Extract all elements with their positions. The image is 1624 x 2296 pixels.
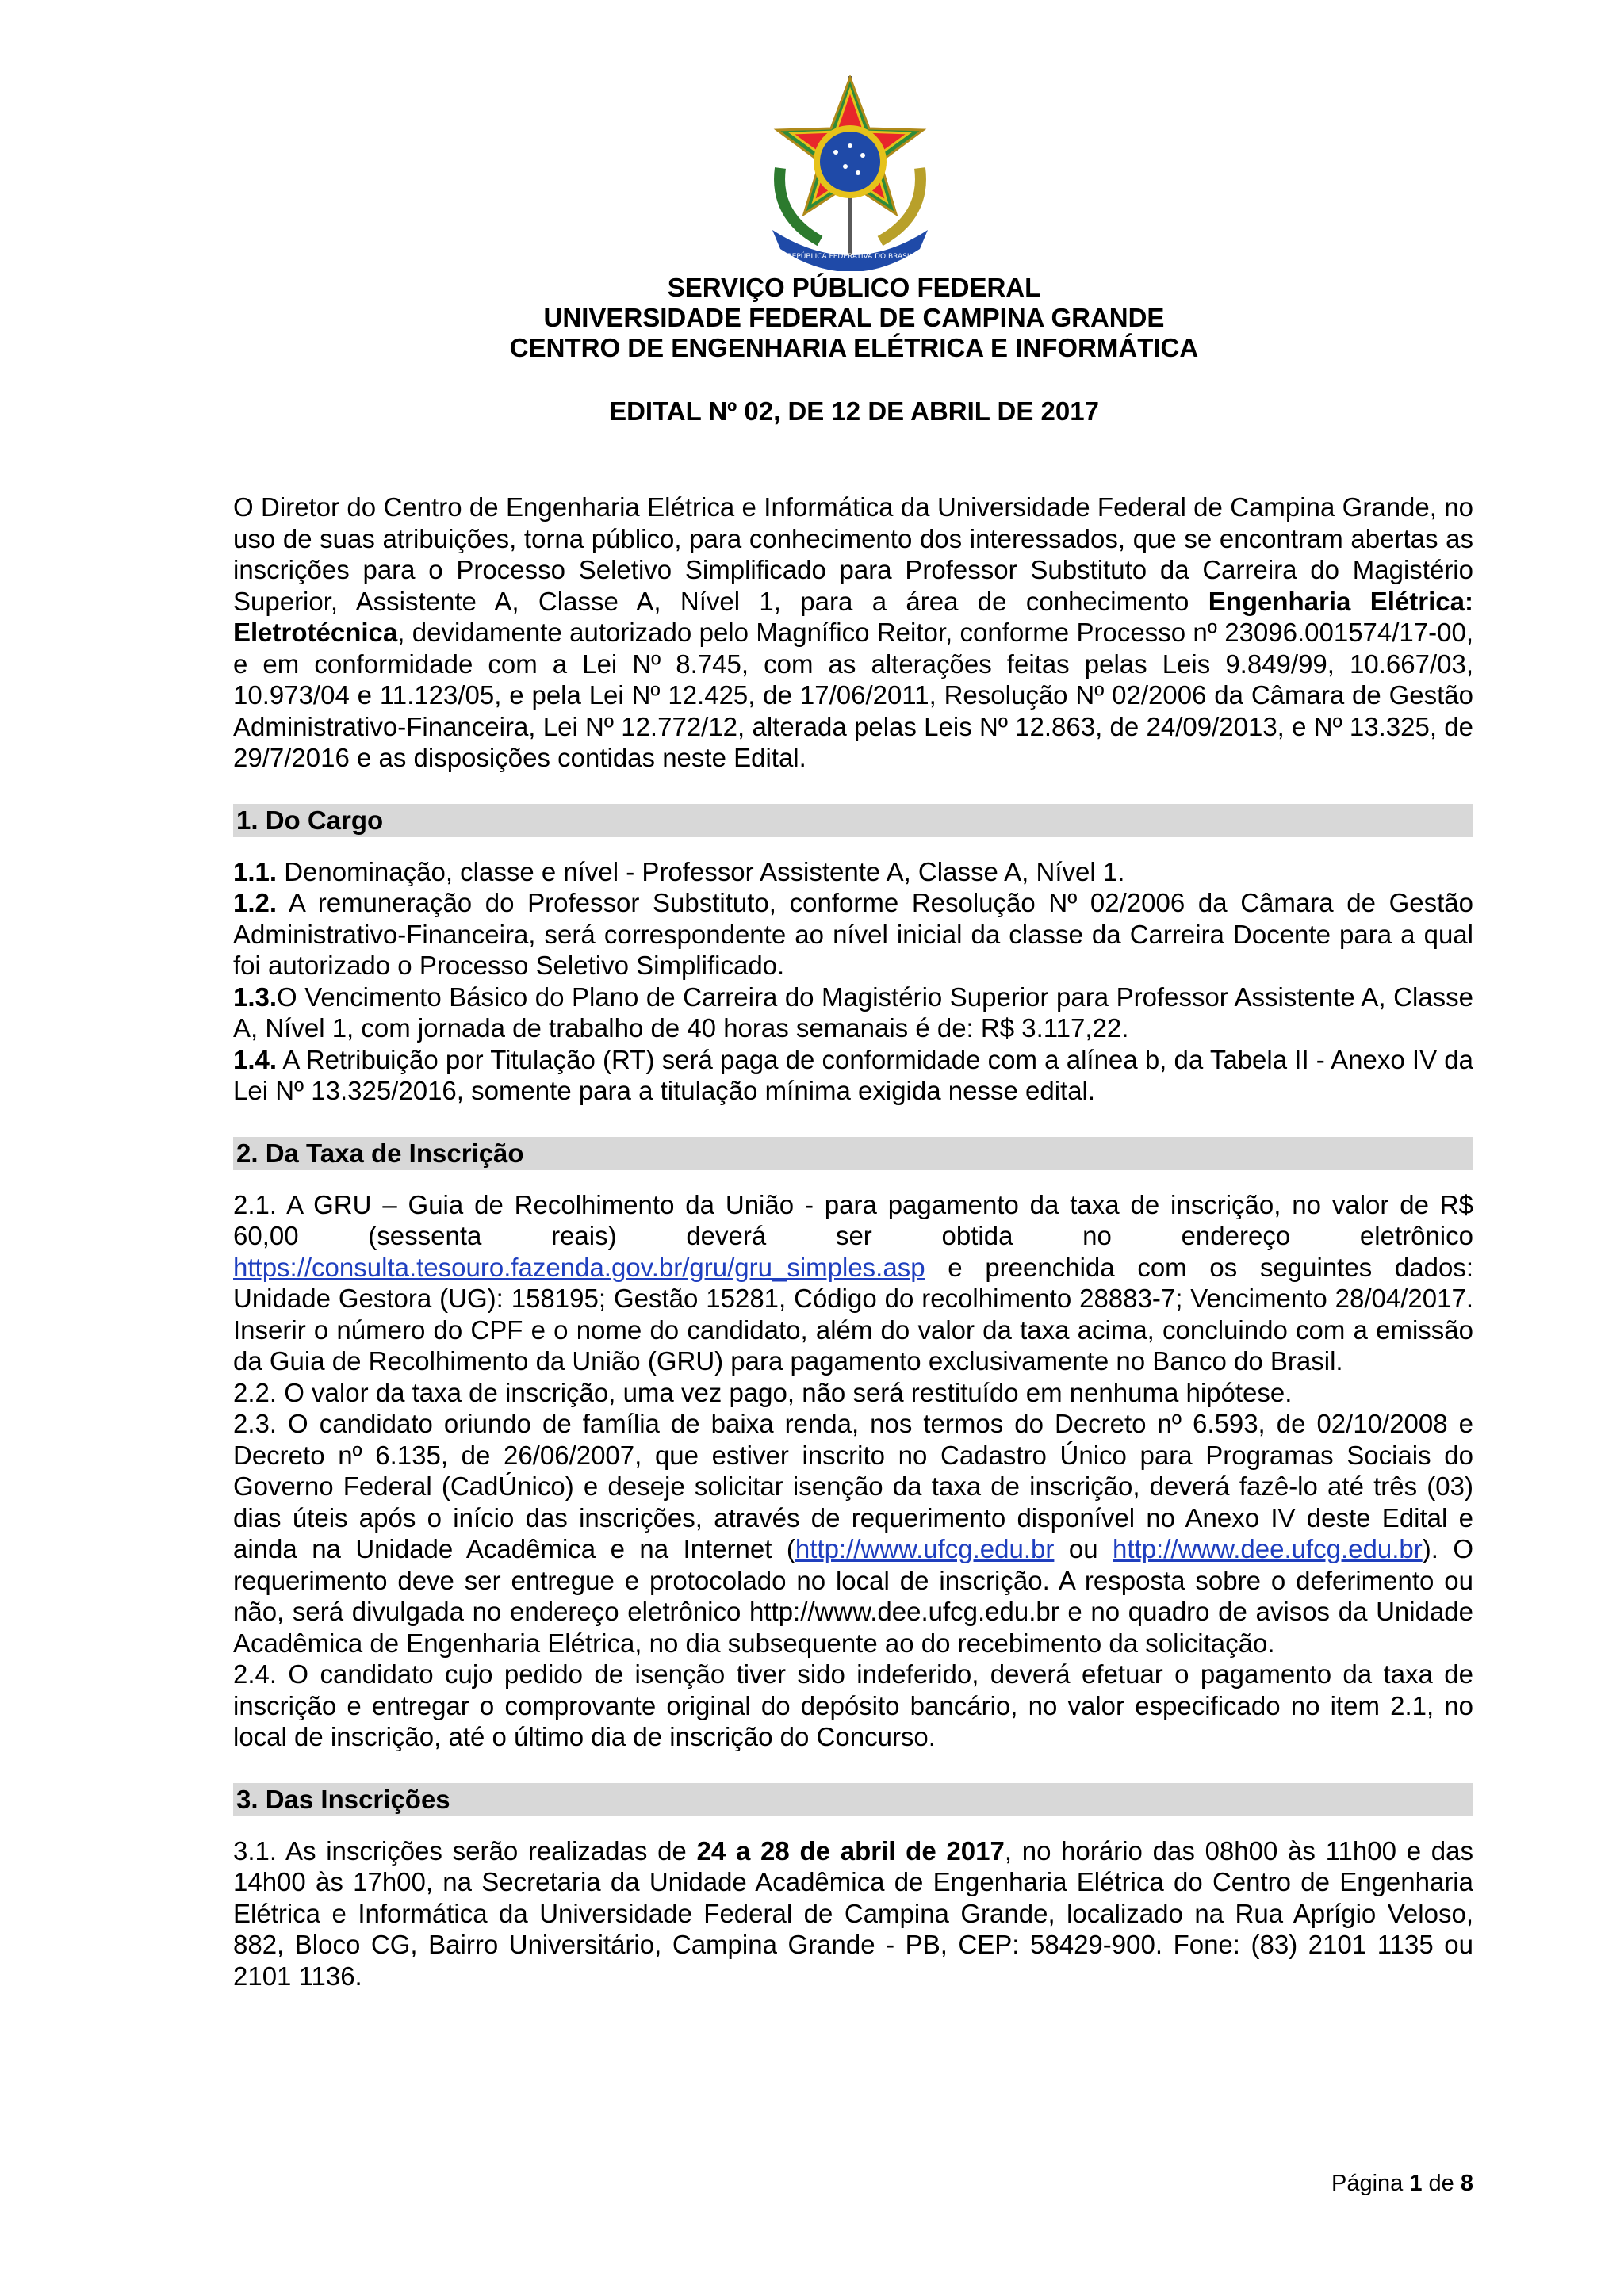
intro-paragraph [233, 492, 1473, 774]
header-line-service: SERVIÇO PÚBLICO FEDERAL [667, 273, 1041, 302]
intro-text: O Diretor do Centro de Engenharia Elétrica e Informática da Universidade Federal de Campina Grande, no uso de suas atribuições, torna público, para conhecimento dos interessados, que se encontram abertas as inscrições para o Processo Seletivo Simplificado para Professor Substituto da Carreira do Magistério Superior, Assistente A, Classe A, Nível 1, para a área de conhecimento [233, 492, 1473, 616]
registration-dates: 24 a 28 de abril de 2017 [696, 1835, 1005, 1866]
item-text: O Vencimento Básico do Plano de Carreira do Magistério Superior para Professor Assistente A, Classe A, Nível 1, com jornada de trabalho de 40 horas semanais é de: R$ 3.117,22. [233, 982, 1473, 1043]
page-label: Página [1331, 2171, 1410, 2196]
item-text-continued: e preenchida com os seguintes dados: Unidade Gestora (UG): 158195; Gestão 15281, Código do recolhimento 28883-7; Vencimento 28/04/2017. Inserir o número do CPF e o nome do candidato, além do valor da taxa acima, concluindo com a emissão da Guia de Recolhimento da União (GRU) para pagamento exclusivamente no Banco do Brasil. [233, 1252, 1473, 1376]
item-1-4 [233, 1044, 1473, 1107]
page-of: de [1422, 2171, 1461, 2196]
header-line-university: UNIVERSIDADE FEDERAL DE CAMPINA GRANDE [543, 303, 1165, 332]
ufcg-link[interactable]: http://www.ufcg.edu.br [795, 1534, 1055, 1563]
item-text: A Retribuição por Titulação (RT) será paga de conformidade com a alínea b, da Tabela II - Anexo IV da Lei Nº 13.325/2016, somente para a titulação mínima exigida nesse edital. [233, 1044, 1473, 1105]
document-body [233, 492, 1473, 1992]
item-text-continued: , no horário das 08h00 às 11h00 e das 14h00 às 17h00, na Secretaria da Unidade Acadêmica de Engenharia Elétrica do Centro de Engenharia Elétrica e Informática da Universidade Federal de Campina Grande, localizado na Rua Aprígio Veloso, 882, Bloco CG, Bairro Universitário, Campina Grande - PB, CEP: 58429-900. Fone: (83) 2101 1135 ou 2101 1136. [233, 1835, 1473, 1991]
edital-title: EDITAL Nº 02, DE 12 DE ABRIL DE 2017 [609, 396, 1099, 426]
item-number: 1.4. [233, 1044, 278, 1074]
item-number: 1.3. [233, 982, 278, 1012]
section-heading-registration: 3. Das Inscrições [233, 1783, 1473, 1816]
institution-header [233, 273, 1475, 363]
dee-link[interactable]: http://www.dee.ufcg.edu.br [1113, 1534, 1423, 1563]
item-text: 3.1. As inscrições serão realizadas de [233, 1835, 697, 1866]
item-3-1 [233, 1835, 1473, 1992]
header-line-center: CENTRO DE ENGENHARIA ELÉTRICA E INFORMÁTICA [509, 333, 1199, 362]
gru-link[interactable]: https://consulta.tesouro.fazenda.gov.br/gru/gru_simples.asp [233, 1252, 925, 1282]
total-pages: 8 [1460, 2171, 1473, 2196]
item-2-2: 2.2. O valor da taxa de inscrição, uma vez pago, não será restituído em nenhuma hipótese. [233, 1377, 1293, 1407]
item-number: 1.1. [233, 856, 278, 886]
item-text: Denominação, classe e nível - Professor Assistente A, Classe A, Nível 1. [277, 856, 1125, 886]
svg-text:REPÚBLICA FEDERATIVA DO BRASIL: REPÚBLICA FEDERATIVA DO BRASIL [787, 253, 914, 261]
intro-text-continued: , devidamente autorizado pelo Magnífico Reitor, conforme Processo nº 23096.001574/17-00, e em conformidade com a Lei Nº 8.745, com as alterações feitas pelas Leis 9.849/99, 10.667/03, 10.973/04 e 11.123/05, e pela Lei Nº 12.425, de 17/06/2011, Resolução Nº 02/2006 da Câmara de Gestão Administrativo-Financeira, Lei Nº 12.772/12, alterada pelas Leis Nº 12.863, de 24/09/2013, e Nº 13.325, de 29/7/2016 e as disposições contidas neste Edital. [233, 618, 1473, 772]
item-text: 2.3. O candidato oriundo de família de baixa renda, nos termos do Decreto nº 6.593, de 02/10/2008 e Decreto nº 6.135, de 26/06/2007, que estiver inscrito no Cadastro Único para Programas Sociais do Governo Federal (CadÚnico) e deseje solicitar isenção da taxa de inscrição, deverá fazê-lo até três (03) dias úteis após o início das inscrições, através de requerimento disponível no Anexo IV deste Edital e ainda na Unidade Acadêmica e na Internet ( [233, 1409, 1473, 1563]
section-heading-fee: 2. Da Taxa de Inscrição [233, 1137, 1473, 1170]
item-2-3 [233, 1408, 1473, 1659]
brazil-coat-of-arms [756, 73, 944, 271]
item-1-2 [233, 887, 1473, 982]
item-2-4: 2.4. O candidato cujo pedido de isenção tiver sido indeferido, deverá efetuar o pagamento da taxa de inscrição e entregar o comprovante original do depósito bancário, no valor especificado no item 2.1, no local de inscrição, até o último dia de inscrição do Concurso. [233, 1659, 1473, 1751]
item-text: A remuneração do Professor Substituto, conforme Resolução Nº 02/2006 da Câmara de Gestão Administrativo-Financeira, será correspondente ao nível inicial da classe da Carreira Docente para a qual foi autorizado o Processo Seletivo Simplificado. [233, 888, 1473, 980]
page-number [1331, 2171, 1473, 2197]
item-2-1 [233, 1189, 1473, 1377]
item-text-continued: ). O requerimento deve ser entregue e protocolado no local de inscrição. A resposta sobre o deferimento ou não, será divulgada no endereço eletrônico http://www.dee.ufcg.edu.br e no quadro de avisos da Unidade Acadêmica de Engenharia Elétrica, no dia subsequente ao do recebimento da solicitação. [233, 1534, 1474, 1658]
intro-knowledge-area: Engenharia Elétrica: Eletrotécnica [233, 586, 1473, 647]
item-1-3 [233, 982, 1473, 1044]
item-number: 1.2. [233, 888, 278, 917]
section-heading-cargo: 1. Do Cargo [233, 804, 1473, 837]
current-page: 1 [1409, 2171, 1423, 2196]
item-text: 2.1. A GRU – Guia de Recolhimento da União - para pagamento da taxa de inscrição, no valor de R$ 60,00 (sessenta reais) deverá ser obtida no endereço eletrônico [233, 1189, 1473, 1250]
item-text-connector: ou [1054, 1534, 1113, 1563]
item-1-1 [233, 856, 1473, 888]
